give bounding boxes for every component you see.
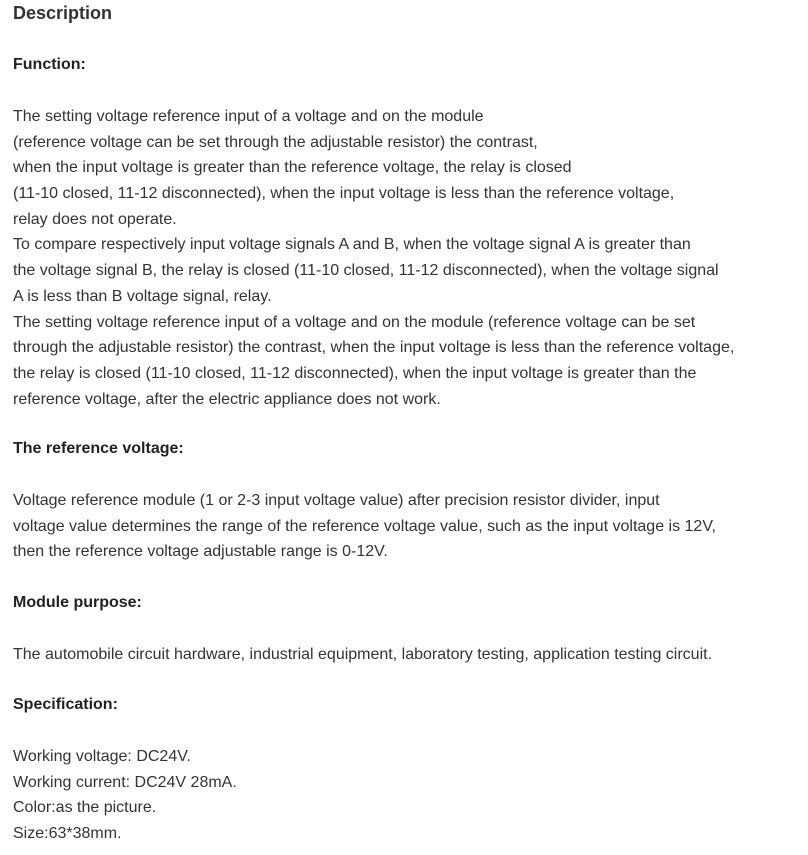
reference-voltage-heading: The reference voltage: bbox=[13, 440, 184, 457]
specification-paragraph bbox=[13, 744, 237, 847]
function-line: the relay is closed (11-10 closed, 11-12 disconnected), when the input voltage is greater than the bbox=[13, 364, 697, 382]
page-title: Description bbox=[13, 3, 113, 23]
reference-line: then the reference voltage adjustable range is 0-12V. bbox=[13, 543, 388, 561]
function-line: through the adjustable resistor) the contrast, when the input voltage is less than the reference voltage, bbox=[13, 339, 735, 357]
reference-line: voltage value determines the range of the reference voltage value, such as the input voltage is 12V, bbox=[13, 517, 716, 535]
module-purpose-heading: Module purpose: bbox=[13, 594, 142, 611]
function-line: A is less than B voltage signal, relay. bbox=[13, 287, 272, 305]
purpose-line: The automobile circuit hardware, industrial equipment, laboratory testing, application testing circuit. bbox=[13, 646, 713, 663]
function-line: (reference voltage can be set through the adjustable resistor) the contrast, bbox=[13, 133, 538, 151]
spec-line: Size:63*38mm. bbox=[13, 825, 122, 843]
function-line: reference voltage, after the electric appliance does not work. bbox=[13, 390, 441, 408]
specification-heading: Specification: bbox=[13, 696, 118, 713]
spec-line: Working current: DC24V 28mA. bbox=[13, 773, 237, 791]
function-heading: Function: bbox=[13, 56, 86, 73]
function-paragraph bbox=[13, 104, 734, 412]
spec-line: Color:as the picture. bbox=[13, 799, 157, 817]
spec-line: Working voltage: DC24V. bbox=[13, 748, 191, 765]
function-line: (11-10 closed, 11-12 disconnected), when the input voltage is less than the reference voltage, bbox=[13, 185, 675, 203]
function-line: relay does not operate. bbox=[13, 210, 177, 228]
reference-line: Voltage reference module (1 or 2-3 input voltage value) after precision resistor divider, input bbox=[13, 492, 660, 509]
function-line: To compare respectively input voltage signals A and B, when the voltage signal A is greater than bbox=[13, 236, 691, 254]
module-purpose-paragraph bbox=[13, 642, 712, 668]
reference-voltage-paragraph bbox=[13, 488, 716, 565]
function-line: The setting voltage reference input of a voltage and on the module (reference voltage can be set bbox=[13, 313, 696, 331]
function-line: the voltage signal B, the relay is closed (11-10 closed, 11-12 disconnected), when the voltage signal bbox=[13, 262, 719, 280]
function-line: when the input voltage is greater than the reference voltage, the relay is closed bbox=[13, 159, 572, 177]
function-line: The setting voltage reference input of a voltage and on the module bbox=[13, 108, 484, 125]
